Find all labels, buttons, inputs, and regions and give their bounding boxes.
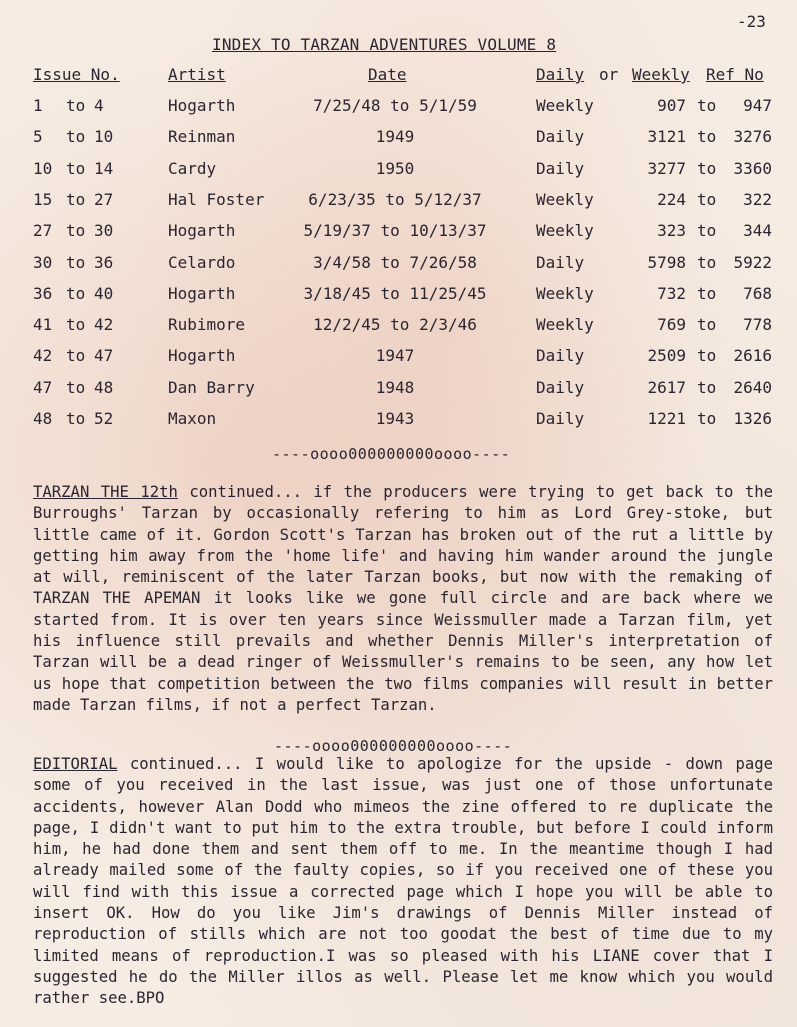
issue-from: 10 bbox=[33, 158, 53, 178]
frequency-cell: Weekly bbox=[536, 283, 594, 303]
frequency-cell: Daily bbox=[536, 127, 585, 147]
issue-from: 42 bbox=[33, 346, 53, 366]
issue-to: 40 bbox=[94, 283, 114, 303]
date-cell: 1943 bbox=[375, 409, 415, 428]
ref-to: 1326 bbox=[733, 409, 772, 428]
date-cell: 3/18/45 to 11/25/45 bbox=[303, 283, 487, 303]
ref-to-word: to bbox=[697, 409, 717, 428]
table-row bbox=[0, 378, 797, 409]
paragraph-body: continued... I would like to apologize for the upside - down page some of you received in the last issue, was just one of those unfortunate accidents, however Alan Dodd who mimeos the zine offered to re duplicate the page, I didn't want to put him to the extra trouble, but before I could inform him, he had done them and sent them off to me. In the meantime though I had already mailed some of the faulty copies, so if you received one of these you will find with this issue a corrected page which I hope you will be able to insert OK. How do you like Jim's drawings of Dennis Miller instead of reproduction of stills which are not too goodat the best of time due to my limited means of reproduction.I was so pleased with his LIANE cover that I suggested he do the Miller illos as well. Please let me know which you would rather see.BPO bbox=[33, 755, 773, 1008]
table-row bbox=[0, 284, 797, 315]
ref-to: 778 bbox=[743, 315, 772, 335]
frequency-cell: Daily bbox=[536, 252, 585, 272]
issue-to: 47 bbox=[94, 346, 114, 366]
artist-cell: Hogarth bbox=[168, 346, 236, 366]
issue-from: 27 bbox=[33, 221, 53, 241]
issue-from: 47 bbox=[33, 377, 53, 397]
ref-to: 2616 bbox=[733, 346, 772, 366]
ref-from: 5798 bbox=[647, 252, 686, 272]
ref-from: 2617 bbox=[647, 377, 686, 397]
date-cell: 3/4/58 to 7/26/58 bbox=[313, 252, 477, 272]
frequency-cell: Daily bbox=[536, 377, 585, 397]
frequency-cell: Weekly bbox=[536, 96, 594, 115]
ref-to-word: to bbox=[697, 127, 717, 147]
table-row bbox=[0, 221, 797, 252]
artist-cell: Hogarth bbox=[168, 96, 236, 115]
artist-cell: Celardo bbox=[168, 252, 236, 272]
ref-to-word: to bbox=[697, 96, 717, 115]
date-cell: 12/2/45 to 2/3/46 bbox=[313, 315, 477, 335]
artist-cell: Cardy bbox=[168, 158, 217, 178]
frequency-cell: Daily bbox=[536, 409, 585, 428]
header-daily: Daily bbox=[536, 65, 585, 84]
header-date: Date bbox=[368, 65, 407, 84]
page-title: INDEX TO TARZAN ADVENTURES VOLUME 8 bbox=[212, 35, 557, 54]
artist-cell: Rubimore bbox=[168, 315, 246, 335]
issue-to-word: to bbox=[66, 96, 86, 115]
issue-from: 30 bbox=[33, 252, 53, 272]
ref-to: 947 bbox=[743, 96, 772, 115]
frequency-cell: Weekly bbox=[536, 221, 594, 241]
ref-to: 3360 bbox=[733, 158, 772, 178]
artist-cell: Dan Barry bbox=[168, 377, 255, 397]
issue-to: 27 bbox=[94, 189, 114, 209]
ref-to-word: to bbox=[697, 221, 717, 241]
paragraph-heading: TARZAN THE 12th bbox=[33, 483, 178, 501]
separator: ----oooo000000000oooo---- bbox=[274, 737, 513, 755]
editorial-paragraph bbox=[33, 754, 773, 1010]
table-row bbox=[0, 127, 797, 158]
date-cell: 7/25/48 to 5/1/59 bbox=[313, 96, 477, 115]
issue-to: 30 bbox=[94, 221, 114, 241]
table-row bbox=[0, 159, 797, 190]
issue-to-word: to bbox=[66, 346, 86, 366]
date-cell: 1950 bbox=[375, 158, 415, 178]
issue-from: 5 bbox=[33, 127, 43, 147]
issue-to: 52 bbox=[94, 409, 114, 428]
separator: ----oooo000000000oooo---- bbox=[272, 445, 511, 463]
ref-to: 322 bbox=[743, 189, 772, 209]
header-ref: Ref No bbox=[706, 65, 764, 84]
artist-cell: Reinman bbox=[168, 127, 236, 147]
artist-cell: Hogarth bbox=[168, 221, 236, 241]
frequency-cell: Weekly bbox=[536, 315, 594, 335]
issue-to: 36 bbox=[94, 252, 114, 272]
frequency-cell: Weekly bbox=[536, 189, 594, 209]
ref-to: 2640 bbox=[733, 377, 772, 397]
ref-from: 3121 bbox=[647, 127, 686, 147]
issue-to-word: to bbox=[66, 315, 86, 335]
ref-to-word: to bbox=[697, 252, 717, 272]
issue-to: 14 bbox=[94, 158, 114, 178]
ref-to-word: to bbox=[697, 315, 717, 335]
ref-from: 1221 bbox=[647, 409, 686, 428]
ref-to: 768 bbox=[743, 283, 772, 303]
issue-from: 1 bbox=[33, 96, 43, 115]
ref-from: 769 bbox=[657, 315, 686, 335]
header-or: or bbox=[599, 65, 619, 84]
ref-to: 344 bbox=[743, 221, 772, 241]
date-cell: 1947 bbox=[375, 346, 415, 366]
issue-to-word: to bbox=[66, 252, 86, 272]
paragraph-body: continued... if the producers were trying to get back to the Burroughs' Tarzan by occasionally refering to him as Lord Grey-stoke, but little came of it. Gordon Scott's Tarzan has broken out of the rut a little by getting him away from the 'home life' and having him wander around the jungle at will, reminiscent of the later Tarzan books, but now with the remaking of TARZAN THE APEMAN it looks like we gone full circle and are back where we started from. It is over ten years since Weissmuller made a Tarzan film, yet his influence still prevails and whether Dennis Miller's interpretation of Tarzan will be a dead ringer of Weissmuller's remains to be seen, any how let us hope that competition between the two films companies will result in better made Tarzan films, if not a perfect Tarzan. bbox=[33, 483, 773, 714]
date-cell: 6/23/35 to 5/12/37 bbox=[308, 189, 482, 209]
issue-to-word: to bbox=[66, 221, 86, 241]
tarzan-12th-paragraph bbox=[33, 482, 773, 716]
issue-to: 48 bbox=[94, 377, 114, 397]
table-row bbox=[0, 346, 797, 377]
ref-to-word: to bbox=[697, 346, 717, 366]
table-row bbox=[0, 96, 797, 127]
ref-to-word: to bbox=[697, 158, 717, 178]
issue-to-word: to bbox=[66, 127, 86, 147]
issue-to-word: to bbox=[66, 189, 86, 209]
ref-to: 5922 bbox=[733, 252, 772, 272]
artist-cell: Hogarth bbox=[168, 283, 236, 303]
table-row bbox=[0, 409, 797, 440]
table-row bbox=[0, 253, 797, 284]
ref-to-word: to bbox=[697, 283, 717, 303]
frequency-cell: Daily bbox=[536, 346, 585, 366]
date-cell: 5/19/37 to 10/13/37 bbox=[303, 221, 487, 241]
issue-from: 15 bbox=[33, 189, 53, 209]
page-number: -23 bbox=[737, 12, 766, 31]
issue-to-word: to bbox=[66, 158, 86, 178]
issue-to: 42 bbox=[94, 315, 114, 335]
ref-from: 2509 bbox=[647, 346, 686, 366]
ref-from: 907 bbox=[657, 96, 686, 115]
ref-from: 323 bbox=[657, 221, 686, 241]
ref-from: 3277 bbox=[647, 158, 686, 178]
ref-from: 224 bbox=[657, 189, 686, 209]
issue-to-word: to bbox=[66, 377, 86, 397]
artist-cell: Hal Foster bbox=[168, 189, 265, 209]
issue-from: 41 bbox=[33, 315, 53, 335]
table-row bbox=[0, 190, 797, 221]
ref-from: 732 bbox=[657, 283, 686, 303]
ref-to-word: to bbox=[697, 189, 717, 209]
issue-from: 48 bbox=[33, 409, 53, 428]
header-weekly: Weekly bbox=[632, 65, 690, 84]
header-artist: Artist bbox=[168, 65, 226, 84]
ref-to: 3276 bbox=[733, 127, 772, 147]
frequency-cell: Daily bbox=[536, 158, 585, 178]
date-cell: 1949 bbox=[375, 127, 415, 147]
artist-cell: Maxon bbox=[168, 409, 217, 428]
issue-to-word: to bbox=[66, 283, 86, 303]
issue-from: 36 bbox=[33, 283, 53, 303]
table-row bbox=[0, 315, 797, 346]
ref-to-word: to bbox=[697, 377, 717, 397]
header-issue: Issue No. bbox=[33, 65, 120, 84]
date-cell: 1948 bbox=[375, 377, 415, 397]
issue-to-word: to bbox=[66, 409, 86, 428]
issue-to: 4 bbox=[94, 96, 104, 115]
issue-to: 10 bbox=[94, 127, 114, 147]
paragraph-heading: EDITORIAL bbox=[33, 755, 118, 773]
